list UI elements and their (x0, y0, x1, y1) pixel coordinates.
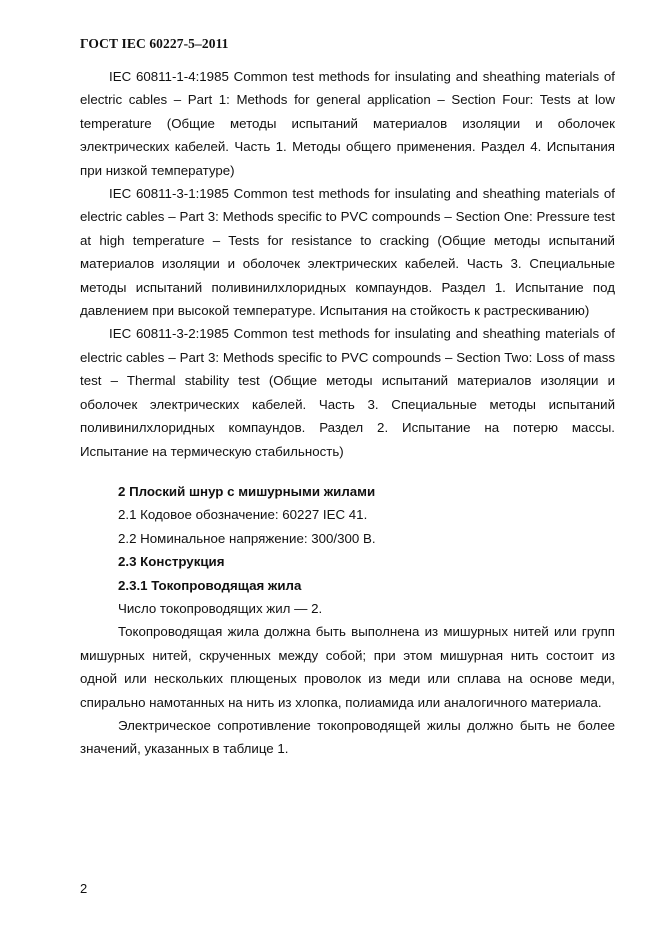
code-designation: 2.1 Кодовое обозначение: 60227 IEC 41. (118, 507, 368, 523)
section-heading: 2 Плоский шнур с мишурными жилами (118, 484, 376, 499)
reference-paragraph: IEC 60811-3-2:1985 Common test methods for insulating and sheathing materials of electric cables – Part 3: Methods specific to PVC compounds – Section Two: Loss of mass test – Thermal stability test (Общие методы испытаний материалов изоляции и оболочек электрических кабелей. Часть 3. Специальные методы испытаний поливинилхлоридных компаундов. Раздел 2. Испытание на потерю массы. Испытание на термическую стабильность) (80, 326, 615, 459)
resistance-text: Электрическое сопротивление токопроводящей жилы должно быть не более значений, указанных в таблице 1. (80, 718, 615, 757)
rated-voltage: 2.2 Номинальное напряжение: 300/300 В. (118, 530, 376, 546)
conductor-heading: 2.3.1 Токопроводящая жила (118, 577, 302, 593)
normative-references (80, 65, 615, 463)
reference-paragraph: IEC 60811-3-1:1985 Common test methods for insulating and sheathing materials of electric cables – Part 3: Methods specific to PVC compounds – Section One: Pressure test at high temperature – Tests for resistance to cracking (Общие методы испытаний материалов изоляции и оболочек электрических кабелей. Часть 3. Специальные методы испытаний поливинилхлоридных компаундов. Раздел 1. Испытание под давлением при высокой температуре. Испытания на стойкость к растрескиванию) (80, 186, 615, 319)
reference-paragraph: IEC 60811-1-4:1985 Common test methods for insulating and sheathing materials of electric cables – Part 1: Methods for general application – Section Four: Tests at low temperature (Общие методы испытаний материалов изоляции и оболочек электрических кабелей. Часть 1. Методы общего применения. Раздел 4. Испытания при низкой температуре) (80, 69, 615, 178)
document-header: ГОСТ IEC 60227-5–2011 (80, 36, 229, 51)
section-2 (80, 480, 615, 761)
conductor-count: Число токопроводящих жил — 2. (118, 601, 323, 617)
page-number: 2 (80, 881, 88, 896)
conductor-description: Токопроводящая жила должна быть выполнена из мишурных нитей или групп мишурных нитей, скрученных между собой; при этом мишурная нить состоит из одной или нескольких плющеных проволок из меди или сплава на основе меди, спирально намотанных на нить из хлопка, полиамида или аналогичного материала. (80, 624, 615, 710)
construction-heading: 2.3 Конструкция (118, 554, 225, 570)
